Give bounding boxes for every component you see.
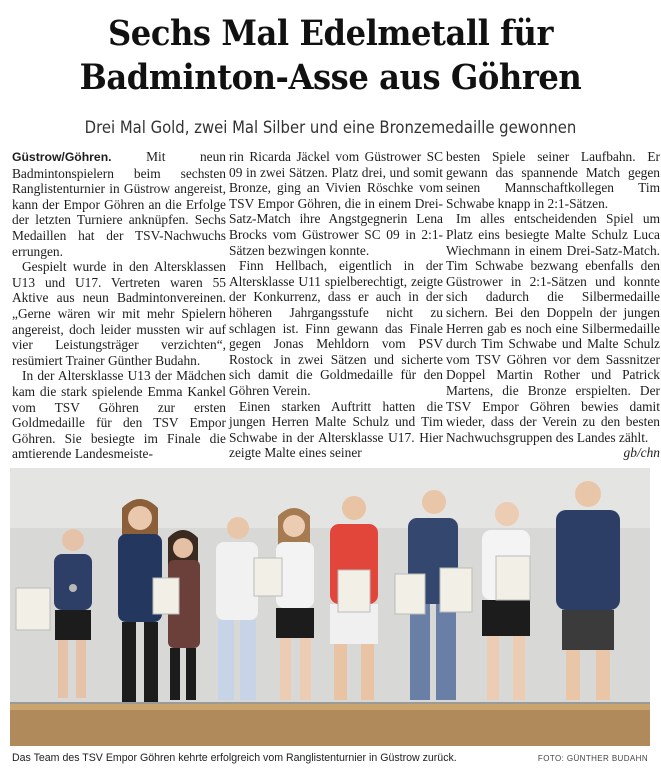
team-photo [10, 468, 650, 746]
paragraph: rin Ricarda Jäckel vom Güstrower SC 09 in zwei Sätzen. Platz drei, und somit Bronze, ging an Vivien Röschke vom TSV Empor Göhren, die in einem Drei-Satz-Match ihre Angstgegnerin Lena Brocks vom Güstrower SC 09 in 2:1-Sätzen bezwingen konnte. [229, 149, 443, 258]
article-column-3 [446, 149, 660, 461]
paragraph: Einen starken Auftritt hatten die jungen Herren Malte Schulz und Tim Schwabe in der Altersklasse U17. Hier zeigte Malte eines seiner [229, 398, 443, 461]
paragraph: Gespielt wurde in den Altersklassen U13 und U17. Vertreten waren 55 Aktive aus neun Badmintonvereinen. „Gerne wären wir mit mehr Spielern angereist, doch leider mussten wir auf vier Leistungsträger verzichten“, resümiert Trainer Günther Budahn. [12, 259, 226, 368]
headline-line-1: Sechs Mal Edelmetall für [108, 13, 553, 54]
article-column-2 [229, 149, 443, 461]
subheadline: Drei Mal Gold, zwei Mal Silber und eine Bronzemedaille gewonnen [84, 118, 577, 137]
paragraph-text: Mit neun Badmintonspielern beim sechsten Ranglistenturnier in Güstrow angereist, kann der Empor Göhren an die Erfolge der letzten Turniere anknüpfen. Sechs Medaillen hat der TSV-Nachwuchs errungen. [12, 149, 226, 259]
headline-line-2: Badminton-Asse aus Göhren [79, 57, 582, 98]
photo-credit: FOTO: GÜNTHER BUDAHN [537, 754, 648, 763]
paragraph: In der Altersklasse U13 der Mädchen kam die stark spielende Emma Kankel vom TSV Göhren zur ersten Goldmedaille für den TSV Empor Göhren. Sie besiegte im Finale die amtierende Landesmeiste- [12, 368, 226, 462]
paragraph [446, 211, 660, 461]
team-photo-illustration [10, 468, 650, 746]
paragraph [12, 149, 226, 259]
article-column-1 [12, 149, 226, 462]
headline [26, 12, 634, 100]
dateline: Güstrow/Göhren. [12, 150, 112, 164]
paragraph-text: Im alles entscheidenden Spiel um Platz eins besiegte Malte Schulz Luca Wiechmann in einem Drei-Satz-Match. Tim Schwabe bezwang ebenfalls den Güstrower in 2:1-Sätzen und konnte sich dadurch die Silbermedaille sichern. Bei den Doppeln der jungen Herren gab es noch eine Silbermedaille durch Tim Schwabe und Malte Schulz vom TSV Göhren vor dem Sassnitzer Doppel Martin Rother und Patrick Martens, die Bronze erspielten. Der TSV Empor Göhren bewies damit wieder, dass der Verein zu den besten Nachwuchsgruppen des Landes zählt. [446, 211, 660, 445]
photo-caption: Das Team des TSV Empor Göhren kehrte erfolgreich vom Ranglistenturnier in Güstrow zurück. [12, 752, 457, 764]
author-signature: gb/chn [623, 445, 660, 461]
paragraph: besten Spiele seiner Laufbahn. Er gewann das spannende Match gegen seinen Mannschaftkollegen Tim Schwabe knapp in 2:1-Sätzen. [446, 149, 660, 211]
paragraph: Finn Hellbach, eigentlich in der Altersklasse U11 spielberechtigt, zeigte der Konkurrenz, dass er auch in der höheren Jahrgangsstufe nicht zu schlagen ist. Finn gewann das Finale gegen Jonas Mehldorn vom PSV Rostock in zwei Sätzen und sicherte sich damit die Goldmedaille für den Göhren Verein. [229, 258, 443, 398]
